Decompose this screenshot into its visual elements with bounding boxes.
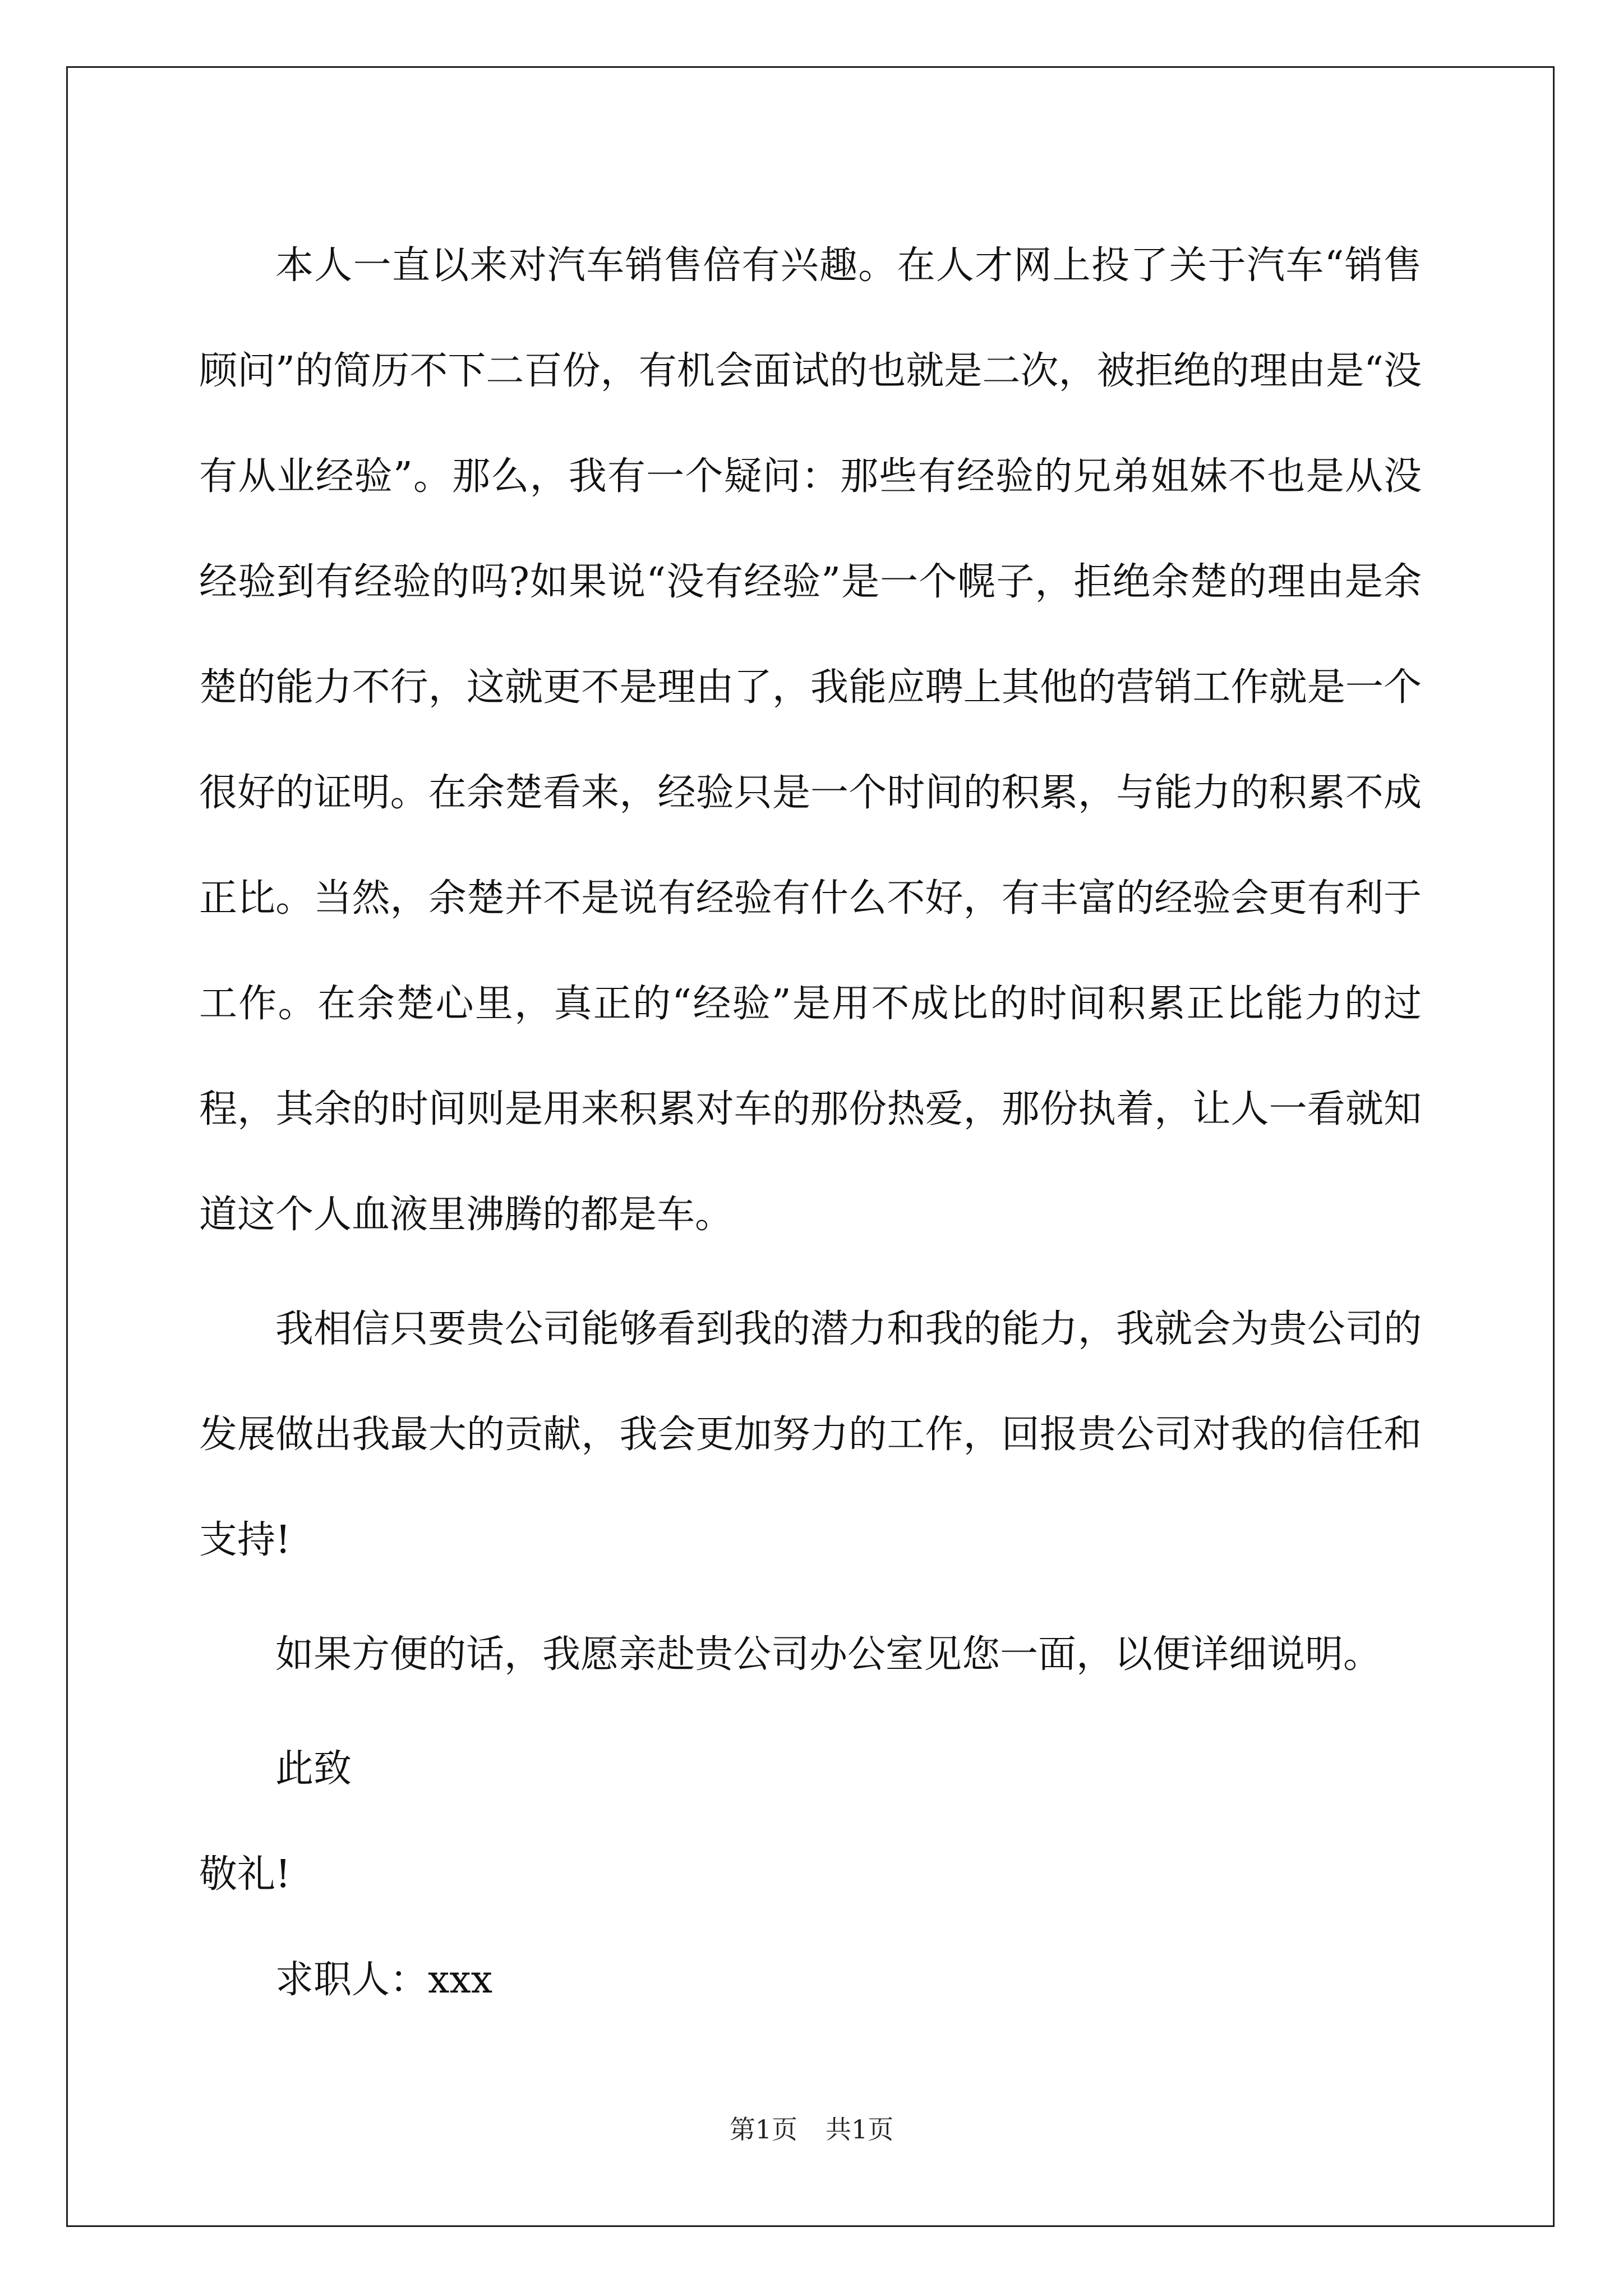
paragraph-interest-in-car-sales: 本人一直以来对汽车销售倍有兴趣。在人才网上投了关于汽车“销售顾问”的简历不下二百份，有机会面试的也就是二次，被拒绝的理由是“没有从业经验”。那么，我有一个疑问：那些有经验的兄弟姐妹不也是从没经验到有经验的吗?如果说“没有经验”是一个幌子，拒绝余楚的理由是余楚的能力不行，这就更不是理由了，我能应聘上其他的营销工作就是一个很好的证明。在余楚看来，经验只是一个时间的积累，与能力的积累不成正比。当然，余楚并不是说有经验有什么不好，有丰富的经验会更有利于工作。在余楚心里，真正的“经验”是用不成比的时间积累正比能力的过程，其余的时间则是用来积累对车的那份热爱，那份执着，让人一看就知道这个人血液里沸腾的都是车。 <box>199 243 1422 1237</box>
page-number-current: 第1页 <box>729 2114 797 2145</box>
paragraph-request-interview: 如果方便的话，我愿亲赴贵公司办公室见您一面，以便详细说明。 <box>275 1632 1382 1677</box>
letter-body <box>199 213 1422 2033</box>
page-footer <box>0 2109 1623 2146</box>
signature: 求职人：xxx <box>275 1958 493 2002</box>
closing-regards: 敬礼! <box>199 1852 291 1897</box>
paragraph-potential-and-contribution: 我相信只要贵公司能够看到我的潜力和我的能力，我就会为贵公司的发展做出我最大的贡献，我会更加努力的工作，回报贵公司对我的信任和支持! <box>199 1307 1422 1562</box>
closing-salutation: 此致 <box>275 1747 352 1791</box>
page-number-total: 共1页 <box>826 2114 894 2145</box>
